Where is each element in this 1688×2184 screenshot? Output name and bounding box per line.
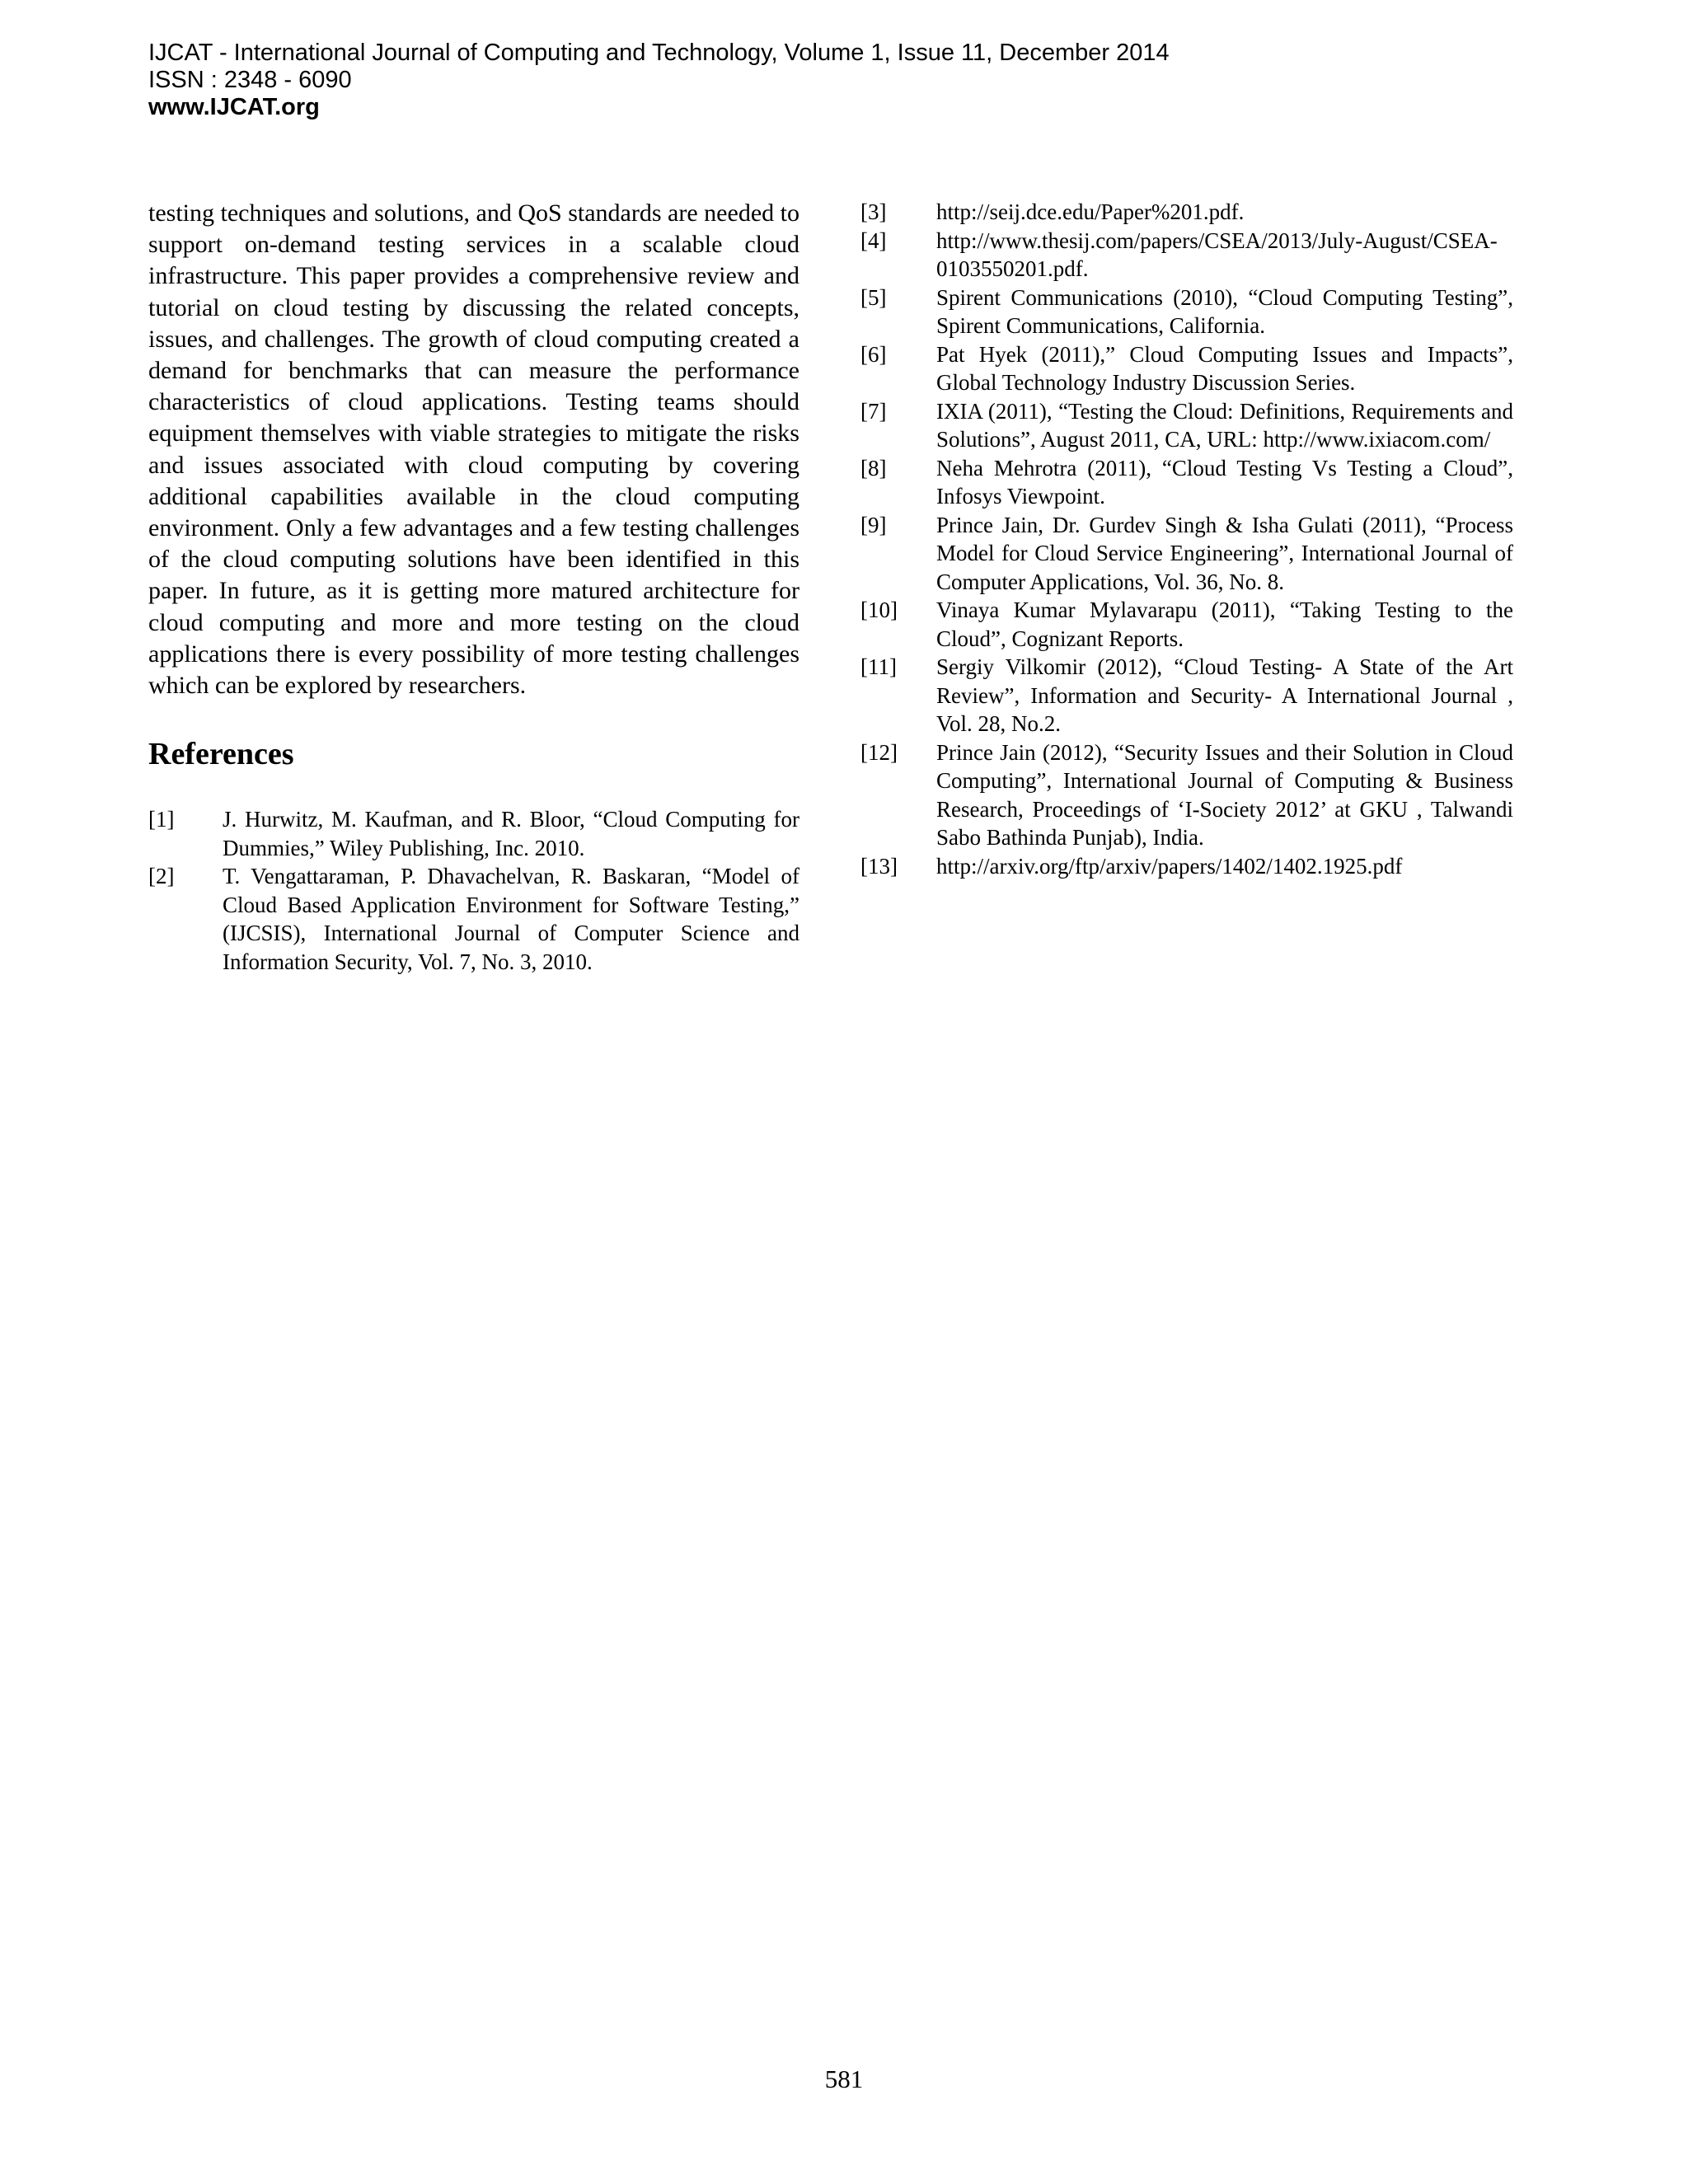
reference-text: Vinaya Kumar Mylavarapu (2011), “Taking Testing to the Cloud”, Cognizant Reports. [936, 598, 1513, 651]
reference-text: Pat Hyek (2011),” Cloud Computing Issues and Impacts”, Global Technology Industry Discussion Series. [936, 341, 1513, 395]
reference-item-6 [860, 340, 1513, 397]
reference-item-7 [860, 397, 1513, 454]
reference-item-2 [148, 862, 799, 976]
reference-list-right [860, 198, 1513, 880]
page-number: 581 [824, 2064, 864, 2093]
reference-link[interactable]: http://seij.dce.edu/Paper%201.pdf. [936, 199, 1245, 224]
reference-item-3 [860, 198, 1513, 227]
reference-number: [8] [860, 455, 887, 480]
reference-number: [1] [148, 807, 175, 832]
reference-text: Spirent Communications (2010), “Cloud Computing Testing”, Spirent Communications, California. [936, 284, 1513, 338]
reference-text: Neha Mehrotra (2011), “Cloud Testing Vs Testing a Cloud”, Infosys Viewpoint. [936, 455, 1513, 509]
reference-item-1 [148, 805, 799, 862]
reference-number: [10] [860, 598, 898, 622]
reference-item-12 [860, 738, 1513, 852]
reference-item-8 [860, 454, 1513, 511]
reference-item-4 [860, 227, 1513, 284]
reference-number: [6] [860, 341, 887, 367]
reference-item-13 [860, 852, 1513, 881]
reference-item-11 [860, 653, 1513, 738]
reference-list-left [148, 805, 799, 976]
issn-line: ISSN : 2348 - 6090 [148, 67, 352, 93]
reference-item-10 [860, 596, 1513, 653]
reference-number: [11] [860, 654, 897, 679]
right-column [860, 198, 1513, 880]
reference-text: Prince Jain (2012), “Security Issues and their Solution in Cloud Computing”, International Journal of Computing & Business Research, Proceedings of ‘I-Society 2012’ at GKU , Talwandi Sabo Bathinda Punjab), India. [936, 739, 1513, 850]
reference-text: Sergiy Vilkomir (2012), “Cloud Testing- A State of the Art Review”, Information and Security- A International Journal , Vol. 28, No.2. [936, 654, 1513, 736]
reference-number: [9] [860, 512, 887, 537]
reference-item-9 [860, 511, 1513, 597]
journal-header [148, 40, 1170, 121]
reference-text: IXIA (2011), “Testing the Cloud: Definitions, Requirements and Solutions”, August 2011, CA, URL: http://www.ixiacom.com/ [936, 398, 1513, 452]
journal-website: www.IJCAT.org [148, 94, 320, 120]
reference-number: [13] [860, 853, 898, 879]
reference-number: [7] [860, 398, 887, 424]
reference-text: J. Hurwitz, M. Kaufman, and R. Bloor, “Cloud Computing for Dummies,” Wiley Publishing, Inc. 2010. [223, 807, 799, 860]
conclusion-paragraph: testing techniques and solutions, and QoS standards are needed to support on-demand testing services in a scalable cloud infrastructure. This paper provides a comprehensive review and tutorial on cloud testing by discussing the related concepts, issues, and challenges. The growth of cloud computing created a demand for benchmarks that can measure the performance characteristics of cloud applications. Testing teams should equipment themselves with viable strategies to mitigate the risks and issues associated with cloud computing by covering additional capabilities available in the cloud computing environment. Only a few advantages and a few testing challenges of the cloud computing solutions have been identified in this paper. In future, as it is getting more matured architecture for cloud computing and more and more testing on the cloud applications there is every possibility of more testing challenges which can be explored by researchers. [148, 199, 799, 700]
reference-item-5 [860, 284, 1513, 340]
journal-title-line: IJCAT - International Journal of Computing and Technology, Volume 1, Issue 11, December 2014 [148, 40, 1170, 66]
reference-link[interactable]: http://www.thesij.com/papers/CSEA/2013/July-August/CSEA-0103550201.pdf. [936, 227, 1498, 281]
references-heading: References [148, 737, 294, 772]
reference-number: [4] [860, 227, 887, 253]
reference-number: [3] [860, 199, 887, 224]
left-column [148, 198, 799, 976]
reference-text: T. Vengattaraman, P. Dhavachelvan, R. Baskaran, “Model of Cloud Based Application Environment for Software Testing,” (IJCSIS), International Journal of Computer Science and Information Security, Vol. 7, No. 3, 2010. [223, 864, 799, 974]
reference-number: [5] [860, 284, 887, 310]
reference-text: Prince Jain, Dr. Gurdev Singh & Isha Gulati (2011), “Process Model for Cloud Service Engineering”, International Journal of Computer Applications, Vol. 36, No. 8. [936, 512, 1513, 594]
reference-number: [2] [148, 864, 175, 889]
reference-link[interactable]: http://arxiv.org/ftp/arxiv/papers/1402/1402.1925.pdf [936, 853, 1403, 879]
reference-number: [12] [860, 739, 898, 765]
